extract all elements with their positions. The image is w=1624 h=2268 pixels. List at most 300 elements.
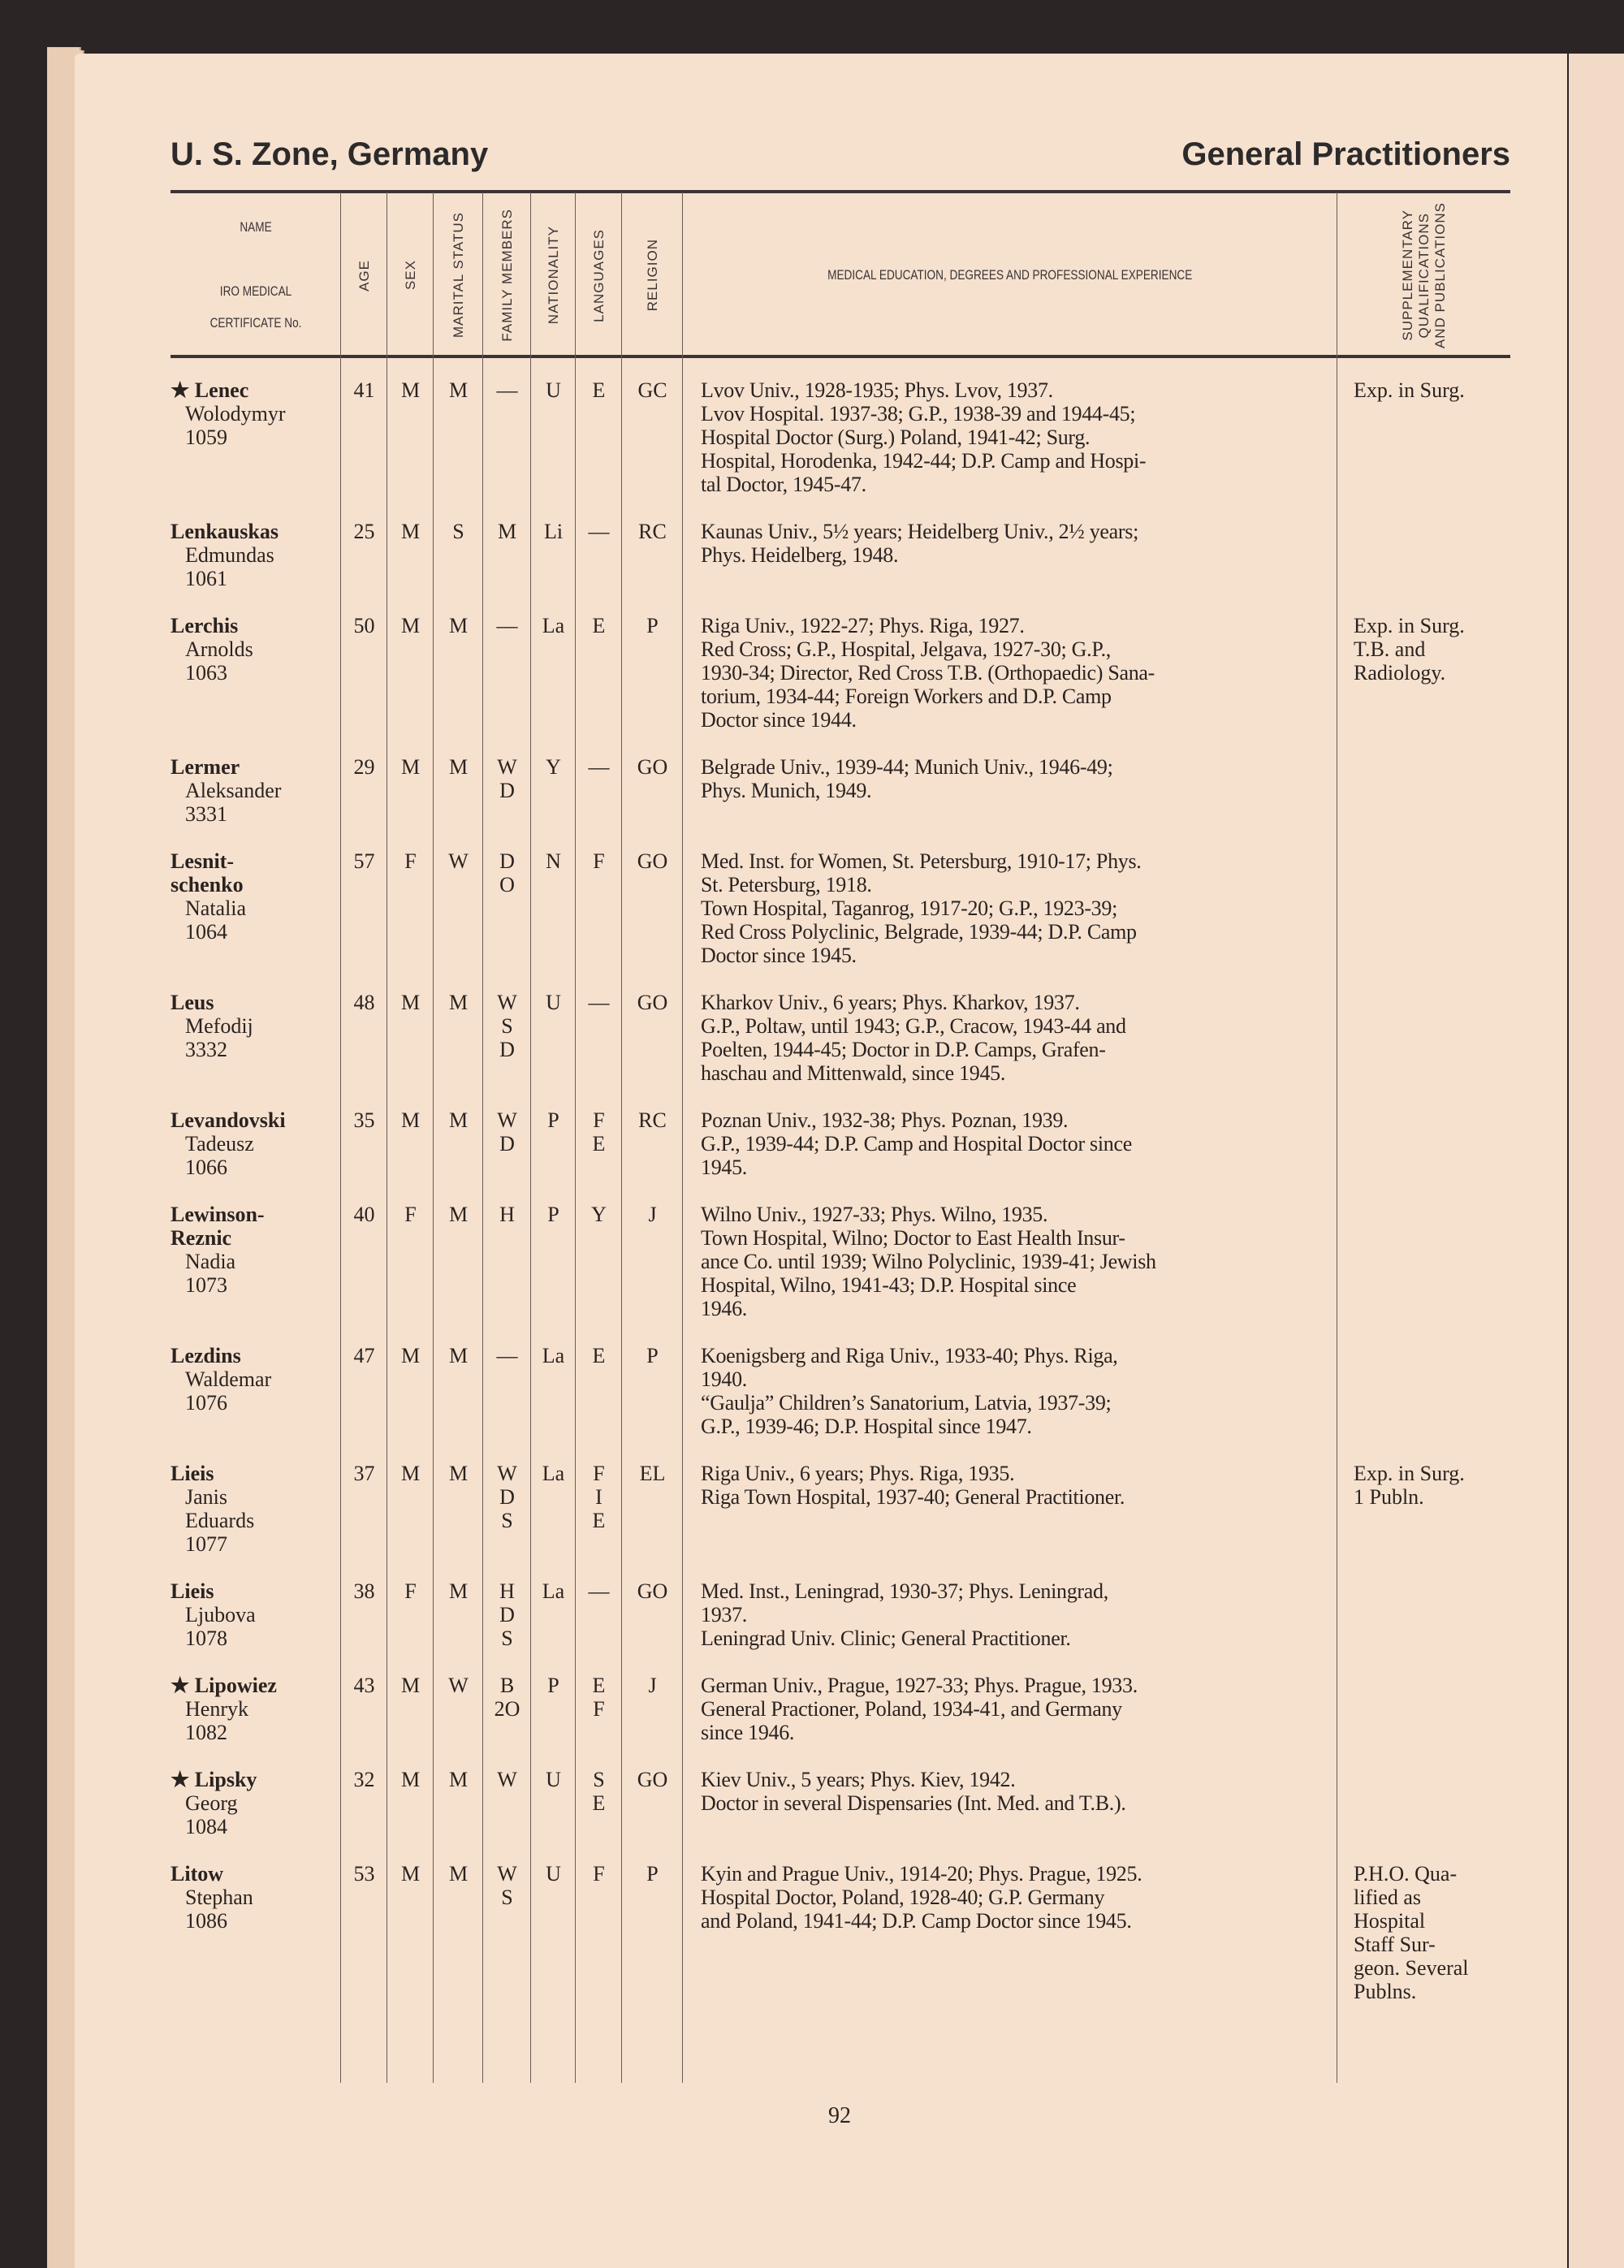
- language: E: [592, 1344, 606, 1367]
- family-member: D: [499, 1485, 515, 1509]
- certificate-number: 1064: [185, 920, 227, 944]
- supplementary-cell: [1337, 1579, 1510, 1650]
- header-section: General Practitioners: [1181, 136, 1510, 172]
- languages-cell: [576, 1462, 622, 1556]
- experience-line: Hospital, Horodenka, 1942-44; D.P. Camp and Hospi-: [701, 449, 1147, 473]
- experience-line: Poelten, 1944-45; Doctor in D.P. Camps, Grafen-: [701, 1038, 1106, 1061]
- name-cell: [171, 1462, 341, 1556]
- family-member: —: [496, 614, 518, 637]
- religion-cell: P: [646, 614, 659, 637]
- supplementary-cell: [1337, 1108, 1510, 1179]
- marital-cell: M: [448, 755, 469, 779]
- family-member: B: [499, 1674, 515, 1697]
- certificate-number: 1063: [185, 661, 227, 685]
- nationality-cell: Y: [546, 755, 561, 779]
- age-cell: 35: [353, 1108, 375, 1132]
- col-iro-label: IRO MEDICAL: [219, 283, 292, 299]
- experience-cell: [683, 1768, 1337, 1838]
- supplementary-cell: [1337, 1674, 1510, 1744]
- marital-cell: S: [452, 520, 464, 543]
- experience-line: Hospital, Wilno, 1941-43; D.P. Hospital since: [701, 1273, 1077, 1297]
- family-member: M: [497, 520, 517, 543]
- experience-line: Riga Town Hospital, 1937-40; General Practitioner.: [701, 1485, 1125, 1509]
- experience-line: 1946.: [701, 1297, 748, 1320]
- name-cell: [171, 1344, 341, 1438]
- age-cell: 40: [353, 1203, 375, 1226]
- nationality-cell: Li: [543, 520, 564, 543]
- family-member: —: [496, 1344, 518, 1367]
- family-cell: [483, 520, 531, 590]
- experience-line: Hospital Doctor (Surg.) Poland, 1941-42; Surg.: [701, 426, 1091, 449]
- family-member: D: [499, 1132, 515, 1156]
- experience-line: ance Co. until 1939; Wilno Polyclinic, 1939-41; Jewish: [701, 1250, 1156, 1273]
- language: E: [592, 1791, 606, 1815]
- given-name-2: Eduards: [185, 1509, 255, 1532]
- age-cell: 57: [353, 849, 375, 873]
- table-row: [171, 378, 1510, 520]
- experience-cell: [683, 991, 1337, 1085]
- surname: Lermer: [171, 755, 240, 779]
- experience-line: 1945.: [701, 1156, 748, 1179]
- experience-line: Med. Inst., Leningrad, 1930-37; Phys. Leningrad,: [701, 1579, 1108, 1603]
- surname: Levandovski: [171, 1108, 286, 1132]
- nationality-cell: N: [546, 849, 561, 873]
- table-header: [171, 196, 1510, 355]
- age-cell: 25: [353, 520, 375, 543]
- languages-cell: [576, 755, 622, 826]
- supplementary-cell: [1337, 1462, 1510, 1556]
- religion-cell: J: [648, 1203, 657, 1226]
- experience-line: Red Cross Polyclinic, Belgrade, 1939-44; D.P. Camp: [701, 920, 1137, 944]
- languages-cell: [576, 1579, 622, 1650]
- sex-cell: M: [400, 378, 421, 402]
- supplementary-line: Hospital: [1354, 1909, 1426, 1933]
- supplementary-line: Publns.: [1354, 1980, 1417, 2003]
- certificate-number: 3332: [185, 1038, 227, 1061]
- certificate-number: 1082: [185, 1721, 227, 1744]
- religion-cell: RC: [638, 1108, 667, 1132]
- supplementary-cell: [1337, 849, 1510, 967]
- language: F: [593, 1862, 605, 1886]
- marital-cell: M: [448, 614, 469, 637]
- family-cell: [483, 1579, 531, 1650]
- table-row: [171, 1203, 1510, 1344]
- experience-line: Wilno Univ., 1927-33; Phys. Wilno, 1935.: [701, 1203, 1048, 1226]
- religion-cell: GC: [637, 378, 667, 402]
- col-sex: [387, 196, 434, 355]
- certificate-number: 1059: [185, 426, 227, 449]
- marital-cell: M: [448, 1108, 469, 1132]
- header-zone: U. S. Zone, Germany: [171, 136, 489, 172]
- age-cell: 29: [353, 755, 375, 779]
- family-member: W: [497, 991, 517, 1014]
- nationality-cell: U: [546, 1862, 561, 1886]
- experience-cell: [683, 1203, 1337, 1320]
- nationality-cell: U: [546, 378, 561, 402]
- surname: Lieis: [171, 1579, 214, 1603]
- surname: Lewinson-: [171, 1203, 265, 1226]
- col-supp-label-1: SUPPLEMENTARY: [1399, 210, 1415, 341]
- supplementary-line: Exp. in Surg.: [1354, 378, 1465, 402]
- family-cell: [483, 1674, 531, 1744]
- table-row: [171, 1344, 1510, 1462]
- language: F: [593, 1697, 605, 1721]
- col-supplementary: [1337, 196, 1510, 355]
- family-member: S: [501, 1509, 513, 1532]
- col-cert-label: CERTIFICATE No.: [209, 314, 302, 330]
- family-member: H: [499, 1579, 515, 1603]
- col-supp-label-2: QUALIFICATIONS: [1415, 212, 1432, 339]
- experience-line: G.P., 1939-44; D.P. Camp and Hospital Doctor since: [701, 1132, 1132, 1156]
- given-name: Henryk: [185, 1697, 248, 1721]
- name-cell: [171, 1108, 341, 1179]
- table-row: [171, 755, 1510, 849]
- experience-line: St. Petersburg, 1918.: [701, 873, 872, 896]
- experience-line: Kiev Univ., 5 years; Phys. Kiev, 1942.: [701, 1768, 1016, 1791]
- language: E: [592, 378, 606, 402]
- languages-cell: [576, 378, 622, 496]
- surname: ★ Lenec: [171, 378, 249, 402]
- age-cell: 53: [353, 1862, 375, 1886]
- col-religion-label: RELIGION: [644, 239, 660, 312]
- family-member: W: [497, 1768, 517, 1791]
- table-row: [171, 614, 1510, 755]
- col-languages-label: LANGUAGES: [590, 228, 607, 322]
- name-cell: [171, 1768, 341, 1838]
- supplementary-cell: [1337, 614, 1510, 732]
- experience-line: Doctor in several Dispensaries (Int. Med. and T.B.).: [701, 1791, 1126, 1815]
- family-member: W: [497, 755, 517, 779]
- language: F: [593, 1462, 605, 1485]
- experience-line: Poznan Univ., 1932-38; Phys. Poznan, 1939.: [701, 1108, 1069, 1132]
- sex-cell: F: [404, 849, 417, 873]
- col-age: [341, 196, 387, 355]
- supplementary-line: 1 Publn.: [1354, 1485, 1424, 1509]
- sex-cell: M: [400, 614, 421, 637]
- marital-cell: M: [448, 378, 469, 402]
- col-sex-label: SEX: [402, 260, 418, 291]
- nationality-cell: P: [547, 1108, 559, 1132]
- surname: ★ Lipsky: [171, 1768, 257, 1791]
- experience-line: G.P., Poltaw, until 1943; G.P., Cracow, 1943-44 and: [701, 1014, 1126, 1038]
- sex-cell: F: [404, 1579, 417, 1603]
- experience-cell: [683, 849, 1337, 967]
- language: I: [595, 1485, 603, 1509]
- name-cell: [171, 1674, 341, 1744]
- col-age-label: AGE: [356, 259, 372, 292]
- experience-line: Riga Univ., 1922-27; Phys. Riga, 1927.: [701, 614, 1025, 637]
- experience-line: “Gaulja” Children’s Sanatorium, Latvia, 1937-39;: [701, 1391, 1112, 1415]
- family-cell: [483, 1108, 531, 1179]
- family-cell: [483, 849, 531, 967]
- col-name-label: NAME: [240, 219, 272, 235]
- certificate-number: 1073: [185, 1273, 227, 1297]
- col-nationality-label: NATIONALITY: [545, 226, 561, 325]
- experience-line: Town Hospital, Taganrog, 1917-20; G.P., 1923-39;: [701, 896, 1118, 920]
- name-cell: [171, 755, 341, 826]
- experience-line: Koenigsberg and Riga Univ., 1933-40; Phys. Riga,: [701, 1344, 1118, 1367]
- supplementary-cell: [1337, 1768, 1510, 1838]
- family-cell: [483, 991, 531, 1085]
- surname: Reznic: [171, 1226, 232, 1250]
- table-row: [171, 1674, 1510, 1768]
- sex-cell: M: [400, 1768, 421, 1791]
- experience-cell: [683, 1674, 1337, 1744]
- language: —: [588, 1579, 610, 1603]
- next-page-edge: [1569, 54, 1624, 2268]
- experience-cell: [683, 378, 1337, 496]
- experience-line: 1937.: [701, 1603, 748, 1626]
- experience-line: 1930-34; Director, Red Cross T.B. (Orthopaedic) Sana-: [701, 661, 1155, 685]
- certificate-number: 3331: [185, 802, 227, 826]
- col-family-label: FAMILY MEMBERS: [499, 209, 515, 342]
- religion-cell: GO: [637, 849, 668, 873]
- family-member: S: [501, 1886, 513, 1909]
- languages-cell: [576, 1203, 622, 1320]
- supplementary-cell: [1337, 1344, 1510, 1438]
- surname: ★ Lipowiez: [171, 1674, 277, 1697]
- language: S: [593, 1768, 605, 1791]
- family-cell: [483, 1344, 531, 1438]
- col-religion: [622, 196, 683, 355]
- marital-cell: W: [448, 849, 469, 873]
- sex-cell: M: [400, 1344, 421, 1367]
- marital-cell: M: [448, 1462, 469, 1485]
- experience-line: Lvov Hospital. 1937-38; G.P., 1938-39 and 1944-45;: [701, 402, 1136, 426]
- given-name: Arnolds: [185, 637, 253, 661]
- experience-line: Town Hospital, Wilno; Doctor to East Health Insur-: [701, 1226, 1125, 1250]
- col-marital: [434, 196, 483, 355]
- family-cell: [483, 755, 531, 826]
- table-row: [171, 1108, 1510, 1203]
- given-name: Wolodymyr: [185, 402, 286, 426]
- experience-line: Doctor since 1945.: [701, 944, 857, 967]
- certificate-number: 1076: [185, 1391, 227, 1415]
- experience-line: Riga Univ., 6 years; Phys. Riga, 1935.: [701, 1462, 1015, 1485]
- experience-line: Belgrade Univ., 1939-44; Munich Univ., 1946-49;: [701, 755, 1113, 779]
- experience-line: torium, 1934-44; Foreign Workers and D.P. Camp: [701, 685, 1112, 708]
- certificate-number: 1084: [185, 1815, 227, 1838]
- language: E: [592, 1674, 606, 1697]
- supplementary-cell: [1337, 378, 1510, 496]
- marital-cell: W: [448, 1674, 469, 1697]
- family-cell: [483, 1462, 531, 1556]
- experience-line: Phys. Heidelberg, 1948.: [701, 543, 899, 567]
- experience-line: and Poland, 1941-44; D.P. Camp Doctor since 1945.: [701, 1909, 1132, 1933]
- experience-line: since 1946.: [701, 1721, 795, 1744]
- experience-cell: [683, 1108, 1337, 1179]
- supplementary-cell: [1337, 755, 1510, 826]
- supplementary-line: Exp. in Surg.: [1354, 1462, 1465, 1485]
- sex-cell: F: [404, 1203, 417, 1226]
- supplementary-line: geon. Several: [1354, 1956, 1469, 1980]
- given-name: Tadeusz: [185, 1132, 254, 1156]
- name-cell: [171, 1579, 341, 1650]
- nationality-cell: La: [542, 1344, 565, 1367]
- experience-line: Kyin and Prague Univ., 1914-20; Phys. Prague, 1925.: [701, 1862, 1142, 1886]
- experience-cell: [683, 1344, 1337, 1438]
- age-cell: 48: [353, 991, 375, 1014]
- experience-line: 1940.: [701, 1367, 748, 1391]
- language: —: [588, 755, 610, 779]
- family-member: S: [501, 1626, 513, 1650]
- supplementary-cell: [1337, 1203, 1510, 1320]
- marital-cell: M: [448, 1579, 469, 1603]
- religion-cell: GO: [637, 1768, 668, 1791]
- religion-cell: GO: [637, 1579, 668, 1603]
- given-name: Janis: [185, 1485, 227, 1509]
- family-member: W: [497, 1462, 517, 1485]
- table-row: [171, 1579, 1510, 1674]
- sex-cell: M: [400, 1862, 421, 1886]
- language: F: [593, 1108, 605, 1132]
- languages-cell: [576, 1768, 622, 1838]
- nationality-cell: P: [547, 1203, 559, 1226]
- religion-cell: GO: [637, 755, 668, 779]
- certificate-number: 1077: [185, 1532, 227, 1556]
- given-name: Waldemar: [185, 1367, 272, 1391]
- family-member: H: [499, 1203, 515, 1226]
- col-languages: [576, 196, 622, 355]
- given-name: Mefodij: [185, 1014, 253, 1038]
- experience-line: Leningrad Univ. Clinic; General Practitioner.: [701, 1626, 1071, 1650]
- religion-cell: EL: [639, 1462, 666, 1485]
- experience-line: tal Doctor, 1945-47.: [701, 473, 866, 496]
- col-supp-label-3: AND PUBLICATIONS: [1432, 201, 1448, 349]
- nationality-cell: U: [546, 991, 561, 1014]
- experience-line: German Univ., Prague, 1927-33; Phys. Prague, 1933.: [701, 1674, 1138, 1697]
- name-cell: [171, 378, 341, 496]
- family-member: D: [499, 779, 515, 802]
- certificate-number: 1066: [185, 1156, 227, 1179]
- family-member: D: [499, 1603, 515, 1626]
- age-cell: 38: [353, 1579, 375, 1603]
- certificate-number: 1078: [185, 1626, 227, 1650]
- language: E: [592, 614, 606, 637]
- nationality-cell: U: [546, 1768, 561, 1791]
- family-member: 2O: [494, 1697, 520, 1721]
- language: —: [588, 991, 610, 1014]
- languages-cell: [576, 1862, 622, 2003]
- language: —: [588, 520, 610, 543]
- languages-cell: [576, 520, 622, 590]
- experience-line: Med. Inst. for Women, St. Petersburg, 1910-17; Phys.: [701, 849, 1142, 873]
- given-name: Georg: [185, 1791, 238, 1815]
- sex-cell: M: [400, 1108, 421, 1132]
- experience-line: G.P., 1939-46; D.P. Hospital since 1947.: [701, 1415, 1032, 1438]
- nationality-cell: La: [542, 1579, 565, 1603]
- experience-cell: [683, 755, 1337, 826]
- surname: Leus: [171, 991, 214, 1014]
- col-experience-label: MEDICAL EDUCATION, DEGREES AND PROFESSIONAL EXPERIENCE: [827, 267, 1193, 283]
- surname: Lesnit-: [171, 849, 234, 873]
- certificate-number: 1086: [185, 1909, 227, 1933]
- language: F: [593, 849, 605, 873]
- marital-cell: M: [448, 991, 469, 1014]
- family-member: D: [499, 849, 515, 873]
- experience-line: Red Cross; G.P., Hospital, Jelgava, 1927-30; G.P.,: [701, 637, 1112, 661]
- supplementary-cell: [1337, 1862, 1510, 2003]
- table-row: [171, 991, 1510, 1108]
- table-row: [171, 520, 1510, 614]
- name-cell: [171, 991, 341, 1085]
- certificate-number: 1061: [185, 567, 227, 590]
- supplementary-line: Staff Sur-: [1354, 1933, 1436, 1956]
- family-member: W: [497, 1862, 517, 1886]
- family-cell: [483, 1203, 531, 1320]
- name-cell: [171, 849, 341, 967]
- age-cell: 32: [353, 1768, 375, 1791]
- sex-cell: M: [400, 1674, 421, 1697]
- col-experience: [683, 196, 1337, 355]
- experience-cell: [683, 1579, 1337, 1650]
- marital-cell: M: [448, 1203, 469, 1226]
- experience-cell: [683, 1862, 1337, 2003]
- experience-line: General Practioner, Poland, 1934-41, and Germany: [701, 1697, 1122, 1721]
- supplementary-cell: [1337, 991, 1510, 1085]
- table-body: [171, 378, 1510, 2027]
- supplementary-cell: [1337, 520, 1510, 590]
- given-name: Nadia: [185, 1250, 236, 1273]
- supplementary-line: Exp. in Surg.: [1354, 614, 1465, 637]
- age-cell: 50: [353, 614, 375, 637]
- experience-line: Lvov Univ., 1928-1935; Phys. Lvov, 1937.: [701, 378, 1053, 402]
- language: Y: [591, 1203, 607, 1226]
- nationality-cell: La: [542, 1462, 565, 1485]
- languages-cell: [576, 614, 622, 732]
- family-member: S: [501, 1014, 513, 1038]
- given-name: Natalia: [185, 896, 247, 920]
- surname: schenko: [171, 873, 244, 896]
- languages-cell: [576, 1108, 622, 1179]
- marital-cell: M: [448, 1768, 469, 1791]
- given-name: Aleksander: [185, 779, 282, 802]
- age-cell: 47: [353, 1344, 375, 1367]
- marital-cell: M: [448, 1344, 469, 1367]
- page-number: 92: [828, 2103, 851, 2128]
- experience-line: Phys. Munich, 1949.: [701, 779, 872, 802]
- nationality-cell: P: [547, 1674, 559, 1697]
- age-cell: 37: [353, 1462, 375, 1485]
- languages-cell: [576, 849, 622, 967]
- supplementary-line: Radiology.: [1354, 661, 1446, 685]
- family-member: D: [499, 1038, 515, 1061]
- experience-line: haschau and Mittenwald, since 1945.: [701, 1061, 1006, 1085]
- languages-cell: [576, 991, 622, 1085]
- name-cell: [171, 520, 341, 590]
- surname: Litow: [171, 1862, 223, 1886]
- family-cell: [483, 1768, 531, 1838]
- family-member: O: [499, 873, 515, 896]
- language: E: [592, 1509, 606, 1532]
- religion-cell: P: [646, 1344, 659, 1367]
- table-row: [171, 849, 1510, 991]
- surname: Lezdins: [171, 1344, 241, 1367]
- nationality-cell: La: [542, 614, 565, 637]
- religion-cell: RC: [638, 520, 667, 543]
- religion-cell: P: [646, 1862, 659, 1886]
- languages-cell: [576, 1344, 622, 1438]
- surname: Lieis: [171, 1462, 214, 1485]
- col-marital-label: MARITAL STATUS: [450, 212, 466, 339]
- table-row: [171, 1768, 1510, 1862]
- family-cell: [483, 1862, 531, 2003]
- family-member: —: [496, 378, 518, 402]
- experience-line: Kaunas Univ., 5½ years; Heidelberg Univ., 2½ years;: [701, 520, 1138, 543]
- experience-cell: [683, 1462, 1337, 1556]
- family-member: W: [497, 1108, 517, 1132]
- experience-cell: [683, 614, 1337, 732]
